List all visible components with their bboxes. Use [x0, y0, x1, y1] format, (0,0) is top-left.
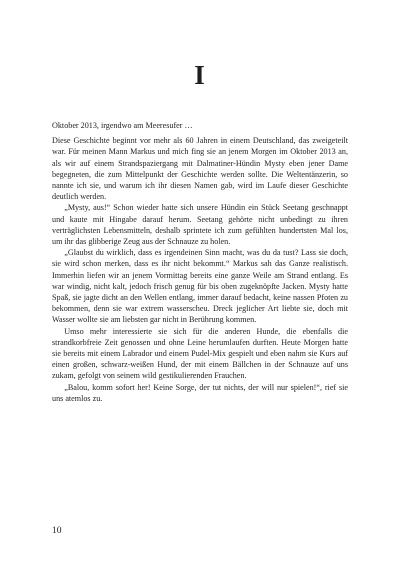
- chapter-text: [52, 120, 348, 404]
- paragraph: Diese Geschichte beginnt vor mehr als 60 Jahren in einem Deutschland, das zweigeteilt war. Für meinen Mann Markus und mich fing sie an jenem Morgen im Oktober 2013 an, als wir auf einem Strandspaziergang mit Dalmatiner-Hündin Mysty eben jener Dame begegneten, die zum Mittelpunkt der Geschichte werden sollte. Die Weltentänzerin, so nannte ich sie, und warum ich ihr diesen Namen gab, wird im Laufe dieser Geschichte deutlich werden.: [52, 136, 348, 202]
- chapter-number: I: [194, 60, 206, 90]
- paragraph: „Balou, komm sofort her! Keine Sorge, der tut nichts, der will nur spielen!“, rief sie uns atemlos zu.: [52, 382, 348, 403]
- paragraph: „Mysty, aus!“ Schon wieder hatte sich unsere Hündin ein Stück Seetang geschnappt und kaute mit Hingabe darauf herum. Seetang gehörte nicht unbedingt zu ihren verträglichsten Lebensmitteln, deshalb sprintete ich zum gefühlten hundertsten Mal los, um ihr das glibberige Zeug aus der Schnauze zu holen.: [52, 203, 348, 247]
- paragraph: „Glaubst du wirklich, dass es irgendeinen Sinn macht, was du da tust? Lass sie doch, sie wird schon merken, dass es ihr nicht bekommt.“ Markus sah das Ganze realistisch. Immerhin liefen wir an jenem Vormittag bereits eine ganze Weile am Strand entlang. Es war windig, nicht kalt, jedoch frisch genug für bis oben zugeknöpfte Jacken. Mysty hatte Spaß, sie jagte dicht an den Wellen entlang, immer darauf bedacht, keine nassen Pfoten zu bekommen, denn sie war extrem wasserscheu. Dreck jeglicher Art liebte sie, doch mit Wasser wollte sie am liebsten gar nicht in Berührung kommen.: [52, 248, 348, 325]
- page-number: 10: [52, 526, 62, 536]
- opening-line: Oktober 2013, irgendwo am Meeresufer …: [52, 121, 193, 130]
- paragraph: Umso mehr interessierte sie sich für die anderen Hunde, die ebenfalls die strandkorbfreie Zeit genossen und ohne Leine herumlaufen durften. Heute Morgen hatte sie bereits mit einem Labrador und einem Pudel-Mix gespielt und eben nahm sie Kurs auf einen großen, schwarz-weißen Hund, der mit einem Bällchen in der Schnauze auf uns zukam, gefolgt von seinem wild gestikulierenden Frauchen.: [52, 326, 348, 381]
